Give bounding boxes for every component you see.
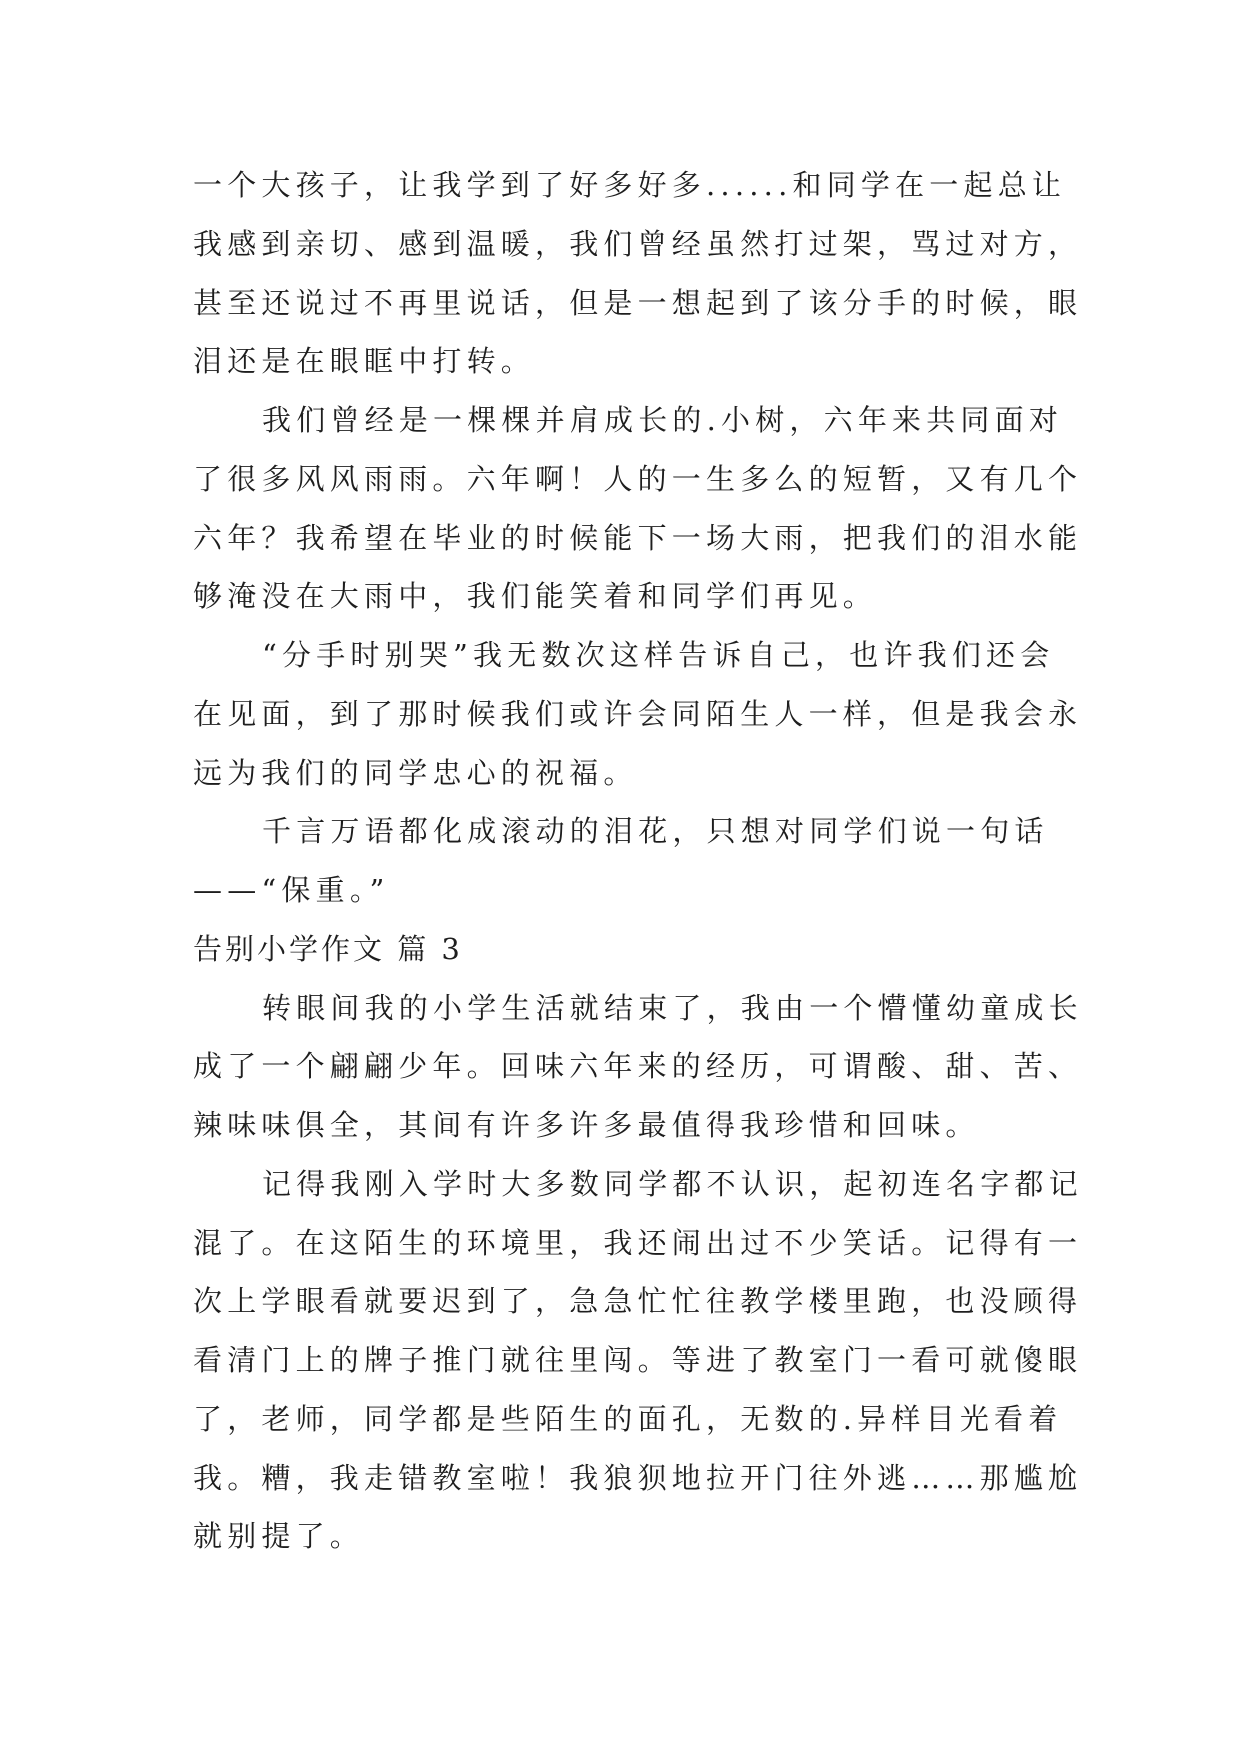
text-line: 够淹没在大雨中，我们能笑着和同学们再见。 bbox=[193, 579, 878, 614]
text-line: 辣味味俱全，其间有许多许多最值得我珍惜和回味。 bbox=[193, 1108, 980, 1142]
text-line: 一个大孩子，让我学到了好多好多......和同学在一起总让 bbox=[193, 168, 1067, 202]
text-line: 记得我刚入学时大多数同学都不认识，起初连名字都记 bbox=[262, 1166, 1083, 1201]
text-line: 了，老师，同学都是些陌生的面孔，无数的.异样目光看着 bbox=[193, 1401, 1063, 1436]
text-line: 次上学眼看就要迟到了，急急忙忙往教学楼里跑，也没顾得 bbox=[193, 1284, 1083, 1319]
text-line: 泪还是在眼眶中打转。 bbox=[193, 344, 536, 379]
paragraph bbox=[193, 156, 1153, 391]
text-line: 我们曾经是一棵棵并肩成长的.小树，六年来共同面对 bbox=[262, 403, 1064, 437]
text-line: 转眼间我的小学生活就结束了，我由一个懵懂幼童成长 bbox=[262, 990, 1083, 1025]
text-line: 我。糟，我走错教室啦！我狼狈地拉开门往外逃……那尴尬 bbox=[193, 1460, 1083, 1495]
text-line: 甚至还说过不再里说话，但是一想起到了该分手的时候，眼 bbox=[193, 285, 1083, 320]
section-heading: 告别小学作文 篇 3 bbox=[193, 931, 463, 966]
text-line: 成了一个翩翩少年。回味六年来的经历，可谓酸、甜、苦、 bbox=[193, 1049, 1083, 1084]
paragraph bbox=[193, 391, 1153, 626]
text-line: 我感到亲切、感到温暖，我们曾经虽然打过架，骂过对方， bbox=[193, 226, 1083, 261]
text-line: “分手时别哭”我无数次这样告诉自己，也许我们还会 bbox=[262, 638, 1055, 672]
text-line: 看清门上的牌子推门就往里闯。等进了教室门一看可就傻眼 bbox=[193, 1343, 1083, 1377]
text-line: 六年？我希望在毕业的时候能下一场大雨，把我们的泪水能 bbox=[193, 520, 1083, 555]
text-line: 了很多风风雨雨。六年啊！人的一生多么的短暂，又有几个 bbox=[193, 461, 1083, 496]
text-line: 就别提了。 bbox=[193, 1519, 365, 1554]
text-line: 千言万语都化成滚动的泪花，只想对同学们说一句话 bbox=[262, 814, 1049, 849]
text-line: ——“保重。” bbox=[193, 873, 390, 907]
text-line: 在见面，到了那时候我们或许会同陌生人一样，但是我会永 bbox=[193, 696, 1083, 731]
text-line: 混了。在这陌生的环境里，我还闹出过不少笑话。记得有一 bbox=[193, 1225, 1083, 1260]
paragraph bbox=[193, 802, 1153, 920]
text-line: 远为我们的同学忠心的祝福。 bbox=[193, 755, 638, 790]
paragraph bbox=[193, 979, 1153, 1155]
paragraph bbox=[193, 626, 1153, 802]
body-text bbox=[193, 156, 1153, 1566]
paragraph bbox=[193, 1155, 1153, 1566]
